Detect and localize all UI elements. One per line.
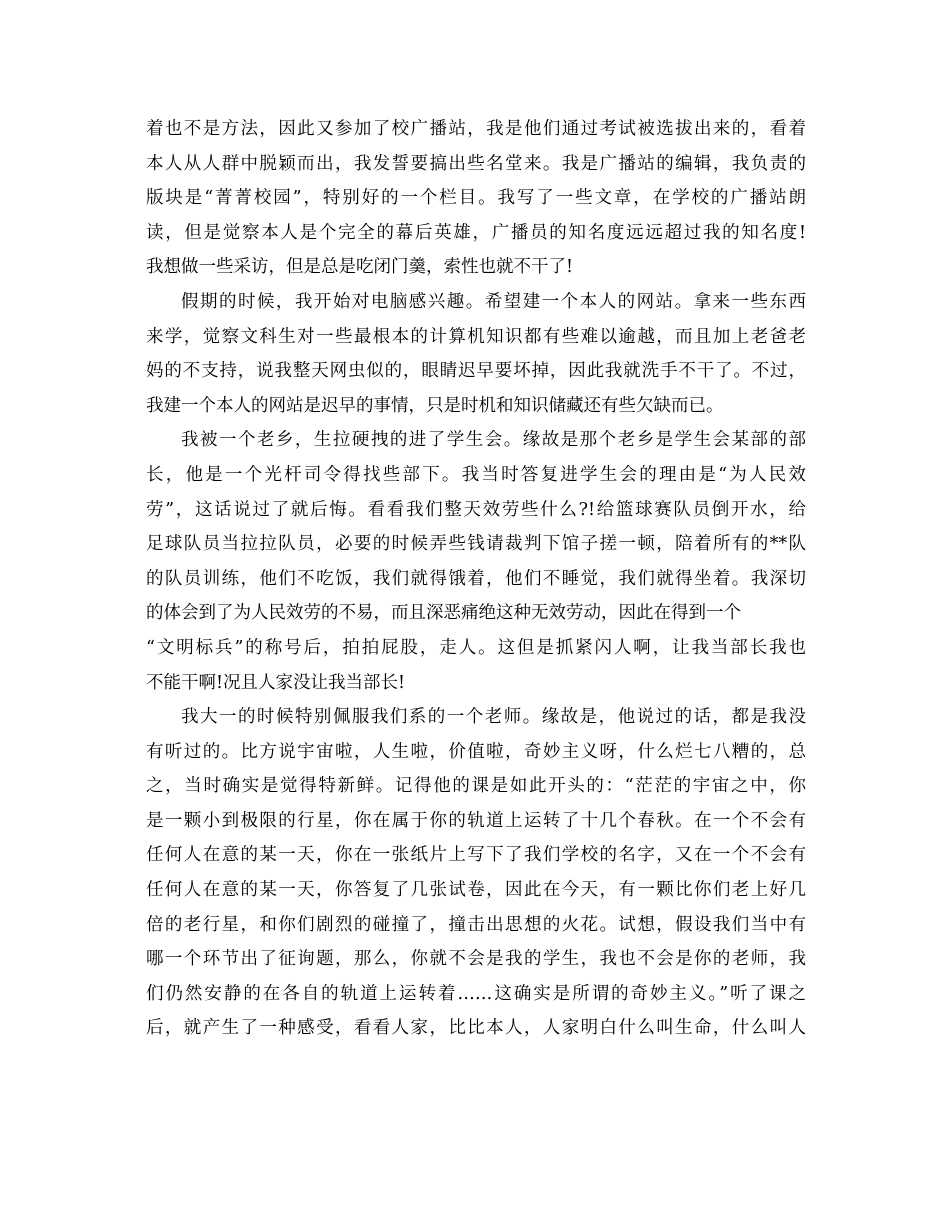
text-line: 之，当时确实是觉得特新鲜。记得他的课是如此开头的：“茫茫的宇宙之中，你 [146,776,806,797]
text-line: 劳”，这话说过了就后悔。看看我们整天效劳些什么?!给篮球赛队员倒开水，给 [146,499,806,520]
text-line: 的队员训练，他们不吃饭，我们就得饿着，他们不睡觉，我们就得坐着。我深切 [146,568,806,589]
text-line: 任何人在意的某一天，你在一张纸片上写下了我们学校的名字，又在一个不会有 [146,845,806,866]
text-line: 的体会到了为人民效劳的不易，而且深恶痛绝这种无效劳动，因此在得到一个 [146,603,741,624]
text-line: 是一颗小到极限的行星，你在属于你的轨道上运转了十几个春秋。在一个不会有 [146,810,806,831]
text-line: 足球队员当拉拉队员，必要的时候弄些钱请裁判下馆子搓一顿，陪着所有的**队 [146,534,806,555]
text-line: 我被一个老乡，生拉硬拽的进了学生会。缘故是那个老乡是学生会某部的部 [181,430,806,451]
text-line: 我大一的时候特别佩服我们系的一个老师。缘故是，他说过的话，都是我没 [181,707,806,728]
text-line: 我想做一些采访，但是总是吃闭门羹，索性也就不干了! [146,257,574,278]
text-line: 来学，觉察文科生对一些最根本的计算机知识都有些难以逾越，而且加上老爸老 [146,326,806,347]
text-line: 妈的不支持，说我整天网虫似的，眼睛迟早要坏掉，因此我就洗手不干了。不过， [146,361,806,382]
paragraph [146,423,806,700]
text-line: 假期的时候，我开始对电脑感兴趣。希望建一个本人的网站。拿来一些东西 [181,291,806,312]
paragraph [146,285,806,423]
text-line: 我建一个本人的网站是迟早的事情，只是时机和知识储藏还有些欠缺而已。 [146,395,724,416]
text-line: 哪一个环节出了征询题，那么，你就不会是我的学生，我也不会是你的老师，我 [146,949,806,970]
text-line: “文明标兵”的称号后，拍拍屁股，走人。这但是抓紧闪人啊，让我当部长我也 [146,637,806,658]
text-line: 着也不是方法，因此又参加了校广播站，我是他们通过考试被选拔出来的，看着 [146,119,806,139]
text-line: 版块是“菁菁校园”，特别好的一个栏目。我写了一些文章，在学校的广播站朗 [146,188,806,209]
text-line: 读，但是觉察本人是个完全的幕后英雄，广播员的知名度远远超过我的知名度! [146,222,806,243]
text-line: 后，就产生了一种感受，看看人家，比比本人，人家明白什么叫生命，什么叫人 [146,1018,806,1039]
text-line: 不能干啊!况且人家没让我当部长! [146,672,406,693]
text-line: 有听过的。比方说宇宙啦，人生啦，价值啦，奇妙主义呀，什么烂七八糟的，总 [146,741,806,762]
text-line: 长，他是一个光杆司令得找些部下。我当时答复进学生会的理由是“为人民效 [146,464,806,485]
text-line: 倍的老行星，和你们剧烈的碰撞了，撞击出思想的火花。试想，假设我们当中有 [146,914,806,935]
text-line: 们仍然安静的在各自的轨道上运转着……这确实是所谓的奇妙主义。”听了课之 [146,983,806,1004]
document-page [146,112,806,1046]
paragraph [146,112,806,285]
paragraph [146,700,806,1046]
text-line: 本人从人群中脱颖而出，我发誓要搞出些名堂来。我是广播站的编辑，我负责的 [146,153,806,174]
text-line: 任何人在意的某一天，你答复了几张试卷，因此在今天，有一颗比你们老上好几 [146,880,806,901]
